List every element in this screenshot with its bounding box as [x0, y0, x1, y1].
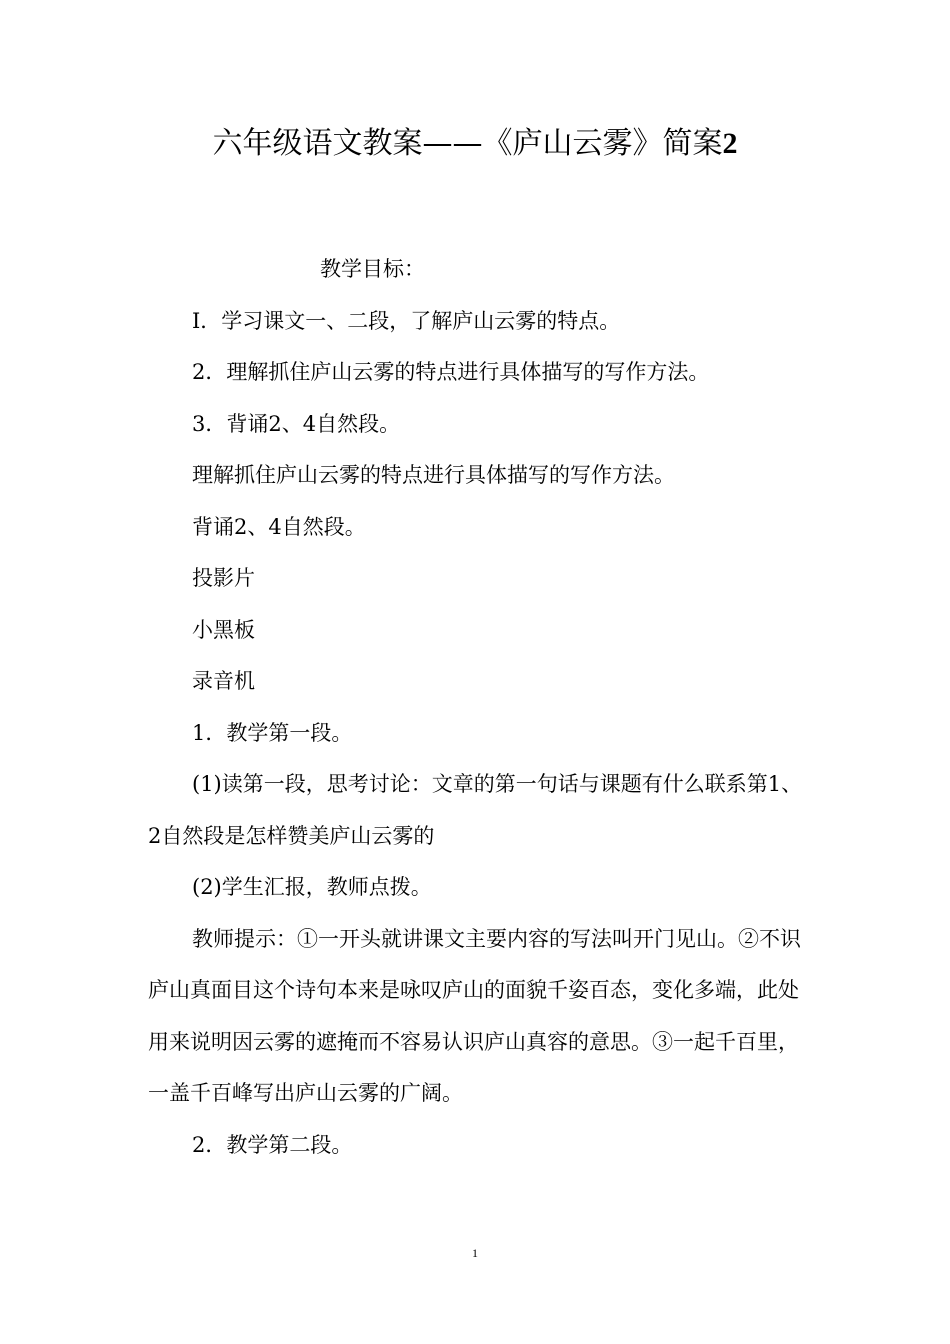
- paragraph: 投影片: [192, 566, 255, 590]
- paragraph: 教师提示：①一开头就讲课文主要内容的写法叫开门见山。②不识庐山真面目这个诗句本来是咏叹庐山的面貌千姿百态，变化多端，此处用来说明因云雾的遮掩而不容易认识庐山真容的意思。③一起千百里，一盖千百峰写出庐山云雾的广阔。: [148, 926, 801, 1105]
- paragraph: 2．教学第二段。: [192, 1132, 353, 1157]
- paragraph: 背诵2、4自然段。: [192, 514, 366, 539]
- paragraph: (2)学生汇报，教师点拨。: [192, 875, 432, 899]
- paragraph: 小黑板: [192, 617, 255, 642]
- document-title: [0, 118, 950, 170]
- paragraph: 3．背诵2、4自然段。: [192, 411, 401, 436]
- paragraph: (1)读第一段，思考讨论：文章的第一句话与课题有什么联系第1、2自然段是怎样赞美庐山云雾的: [148, 772, 803, 848]
- section-heading: 教学目标：: [320, 257, 425, 281]
- page-number: 1: [472, 1246, 478, 1260]
- paragraph: 录音机: [192, 669, 255, 693]
- paragraph: 1．教学第一段。: [192, 720, 353, 745]
- title-text: 六年级语文教案——《庐山云雾》简案: [212, 126, 723, 161]
- paragraph: I．学习课文一、二段，了解庐山云雾的特点。: [192, 308, 621, 333]
- paragraph: 理解抓住庐山云雾的特点进行具体描写的写作方法。: [192, 463, 675, 487]
- paragraph: 2．理解抓住庐山云雾的特点进行具体描写的写作方法。: [192, 360, 710, 384]
- document-body: [148, 244, 804, 1171]
- title-number: 2: [722, 127, 738, 160]
